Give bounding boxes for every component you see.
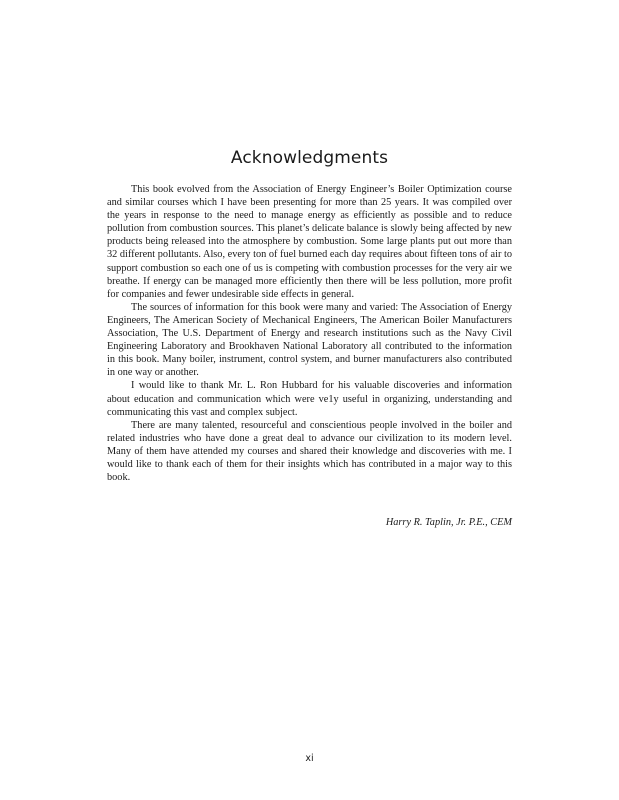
- paragraph-1: This book evolved from the Association of Energy Engineer’s Boiler Optimization course and similar courses which I have been presenting for more than 25 years. It was compiled over the years in response to the need to manage energy as efficiently as possible and to reduce pollution from combustion sources. This planet’s delicate balance is slowly being affected by new products being released into the atmosphere by combustion. Some large plants put out more than 32 different pollutants. Also, every ton of fuel burned each day requires about fifteen tons of air to support combustion so each one of us is competing with combustion processes for the very air we breathe. If energy can be managed more efficiently then there will be less pollution, more profit for companies and fewer undesirable side effects in general.: [107, 184, 512, 300]
- page-title: Acknowledgments: [230, 148, 389, 168]
- author-signature: Harry R. Taplin, Jr. P.E., CEM: [385, 517, 512, 528]
- paragraph-3: I would like to thank Mr. L. Ron Hubbard for his valuable discoveries and information about education and communication which were ve1y useful in organizing, understanding and communicating this vast and complex subject.: [107, 380, 512, 418]
- page-number: xi: [305, 753, 314, 764]
- paragraph-2: The sources of information for this book were many and varied: The Association of Energy Engineers, The American Society of Mechanical Engineers, The American Boiler Manufacturers Association, The U.S. Department of Energy and research institutions such as the Navy Civil Engineering Laboratory and Brookhaven National Laboratory all contributed to the information in this book. Many boiler, instrument, control system, and burner manufacturers also contributed in one way or another.: [107, 301, 512, 379]
- paragraph-4: There are many talented, resourceful and conscientious people involved in the boiler and related industries who have done a great deal to advance our civilization to its modern level. Many of them have attended my courses and shared their knowledge and discoveries with me. I would like to thank each of them for their insights which has contributed in a major way to this book.: [107, 419, 512, 484]
- acknowledgments-body: [107, 183, 512, 484]
